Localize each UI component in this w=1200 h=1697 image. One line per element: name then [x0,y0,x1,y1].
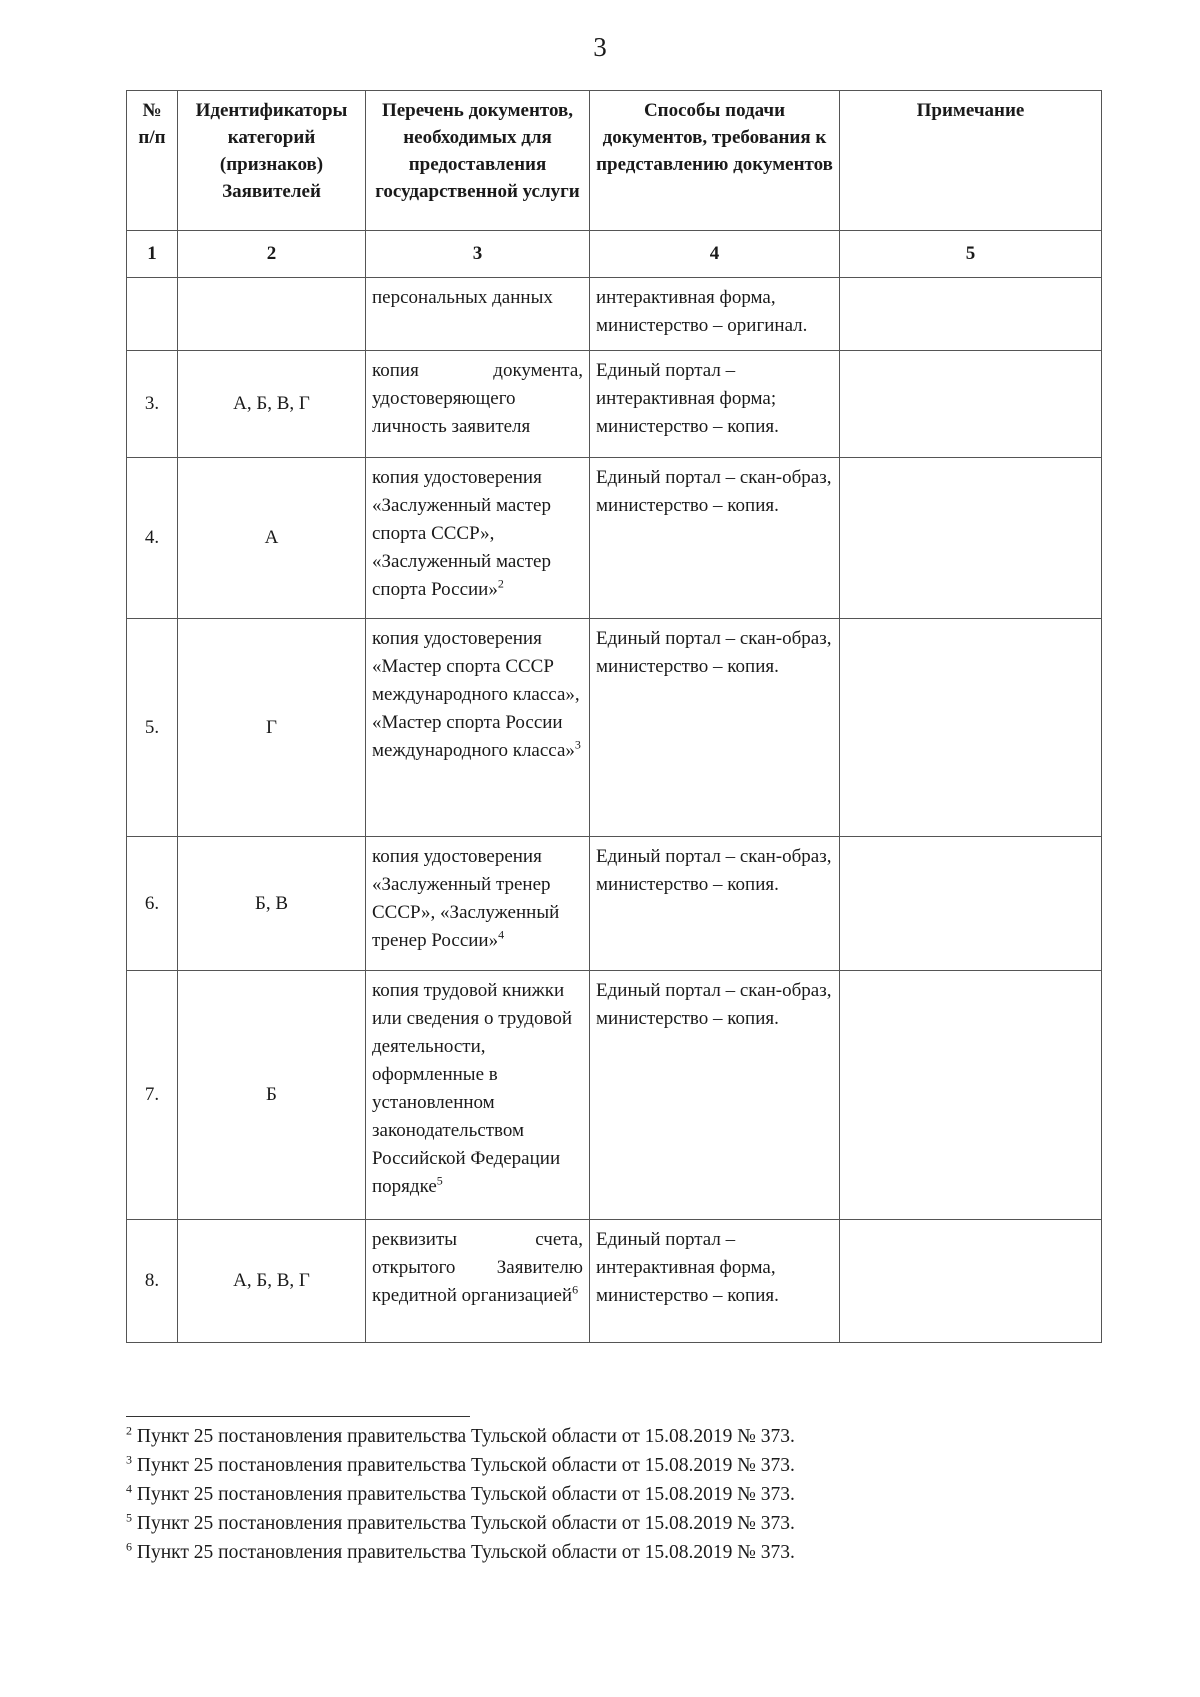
row-note [840,351,1102,458]
footnote-number: 4 [126,1481,132,1496]
table-row [127,1220,1102,1343]
column-number: 3 [366,231,590,278]
table-row [127,971,1102,1220]
page-number: 3 [593,32,607,62]
footnote [126,1509,1126,1538]
row-number: 7. [127,971,178,1220]
footnote [126,1422,1126,1451]
row-number: 4. [127,458,178,619]
row-number [127,278,178,351]
row-documents-text: копия удостоверения «Мастер спорта СССР международного класса», «Мастер спорта России международного класса» [372,628,580,761]
documents-table [126,90,1102,1343]
column-numbers-row [127,231,1102,278]
row-applicant-ids: А, Б, В, Г [178,1220,366,1343]
row-documents [366,1220,590,1343]
row-note [840,1220,1102,1343]
row-documents [366,619,590,837]
column-number: 4 [590,231,840,278]
column-number: 1 [127,231,178,278]
footnote-text: Пункт 25 постановления правительства Тульской области от 15.08.2019 № 373. [136,1426,795,1447]
row-submission-ways: интерактивная форма, министерство – оригинал. [590,278,840,351]
column-number: 2 [178,231,366,278]
footnote-text: Пункт 25 постановления правительства Тульской области от 15.08.2019 № 373. [136,1513,795,1534]
row-applicant-ids: Б, В [178,837,366,971]
row-submission-ways: Единый портал – скан-образ, министерство – копия. [590,619,840,837]
row-applicant-ids: А [178,458,366,619]
footnote-number: 6 [126,1539,132,1554]
footnote-text: Пункт 25 постановления правительства Тульской области от 15.08.2019 № 373. [136,1455,795,1476]
table-row [127,619,1102,837]
row-number: 6. [127,837,178,971]
row-documents [366,971,590,1220]
row-documents [366,458,590,619]
footnote-number: 2 [126,1423,132,1438]
row-submission-ways: Единый портал – скан-образ, министерство – копия. [590,458,840,619]
header-note: Примечание [840,91,1102,231]
table-header-row [127,91,1102,231]
footnote-number: 3 [126,1452,132,1467]
row-submission-ways: Единый портал – интерактивная форма, министерство – копия. [590,1220,840,1343]
row-submission-ways: Единый портал – скан-образ, министерство – копия. [590,971,840,1220]
header-number: № п/п [127,91,178,231]
row-documents-text: копия документа, удостоверяющего личность заявителя [372,360,583,437]
footnote-text: Пункт 25 постановления правительства Тульской области от 15.08.2019 № 373. [136,1484,795,1505]
footnote [126,1480,1126,1509]
row-applicant-ids [178,278,366,351]
footnote-ref: 3 [574,737,581,752]
header-applicant-ids: Идентификаторы категорий (признаков) Заявителей [178,91,366,231]
footnote [126,1538,1126,1567]
row-applicant-ids: Б [178,971,366,1220]
row-applicant-ids: Г [178,619,366,837]
row-documents-text: персональных данных [372,287,553,308]
footnote-ref: 2 [497,576,504,591]
table-row [127,458,1102,619]
table-row [127,837,1102,971]
row-note [840,971,1102,1220]
row-documents-text: копия трудовой книжки или сведения о трудовой деятельности, оформленные в установленном законодательством Российской Федерации порядке [372,980,572,1197]
row-number: 8. [127,1220,178,1343]
table-row [127,278,1102,351]
header-submission-ways: Способы подачи документов, требования к представлению документов [590,91,840,231]
footnote [126,1451,1126,1480]
row-note [840,278,1102,351]
footnote-ref: 5 [436,1173,443,1188]
footnote-separator [126,1416,470,1417]
row-submission-ways: Единый портал – скан-образ, министерство – копия. [590,837,840,971]
row-number: 3. [127,351,178,458]
row-note [840,619,1102,837]
row-note [840,837,1102,971]
footnote-text: Пункт 25 постановления правительства Тульской области от 15.08.2019 № 373. [136,1542,795,1563]
row-documents-text: реквизиты счета, открытого Заявителю кредитной организацией [372,1229,583,1306]
column-number: 5 [840,231,1102,278]
footnote-number: 5 [126,1510,132,1525]
row-applicant-ids: А, Б, В, Г [178,351,366,458]
row-number: 5. [127,619,178,837]
header-documents: Перечень документов, необходимых для предоставления государственной услуги [366,91,590,231]
table-row [127,351,1102,458]
row-note [840,458,1102,619]
row-documents [366,837,590,971]
row-documents [366,278,590,351]
footnote-ref: 4 [498,927,505,942]
row-documents-text: копия удостоверения «Заслуженный мастер спорта СССР», «Заслуженный мастер спорта России» [372,467,551,600]
footnotes [126,1422,1126,1567]
footnote-ref: 6 [572,1282,579,1297]
row-submission-ways: Единый портал – интерактивная форма; министерство – копия. [590,351,840,458]
row-documents-text: копия удостоверения «Заслуженный тренер СССР», «Заслуженный тренер России» [372,846,560,951]
row-documents [366,351,590,458]
